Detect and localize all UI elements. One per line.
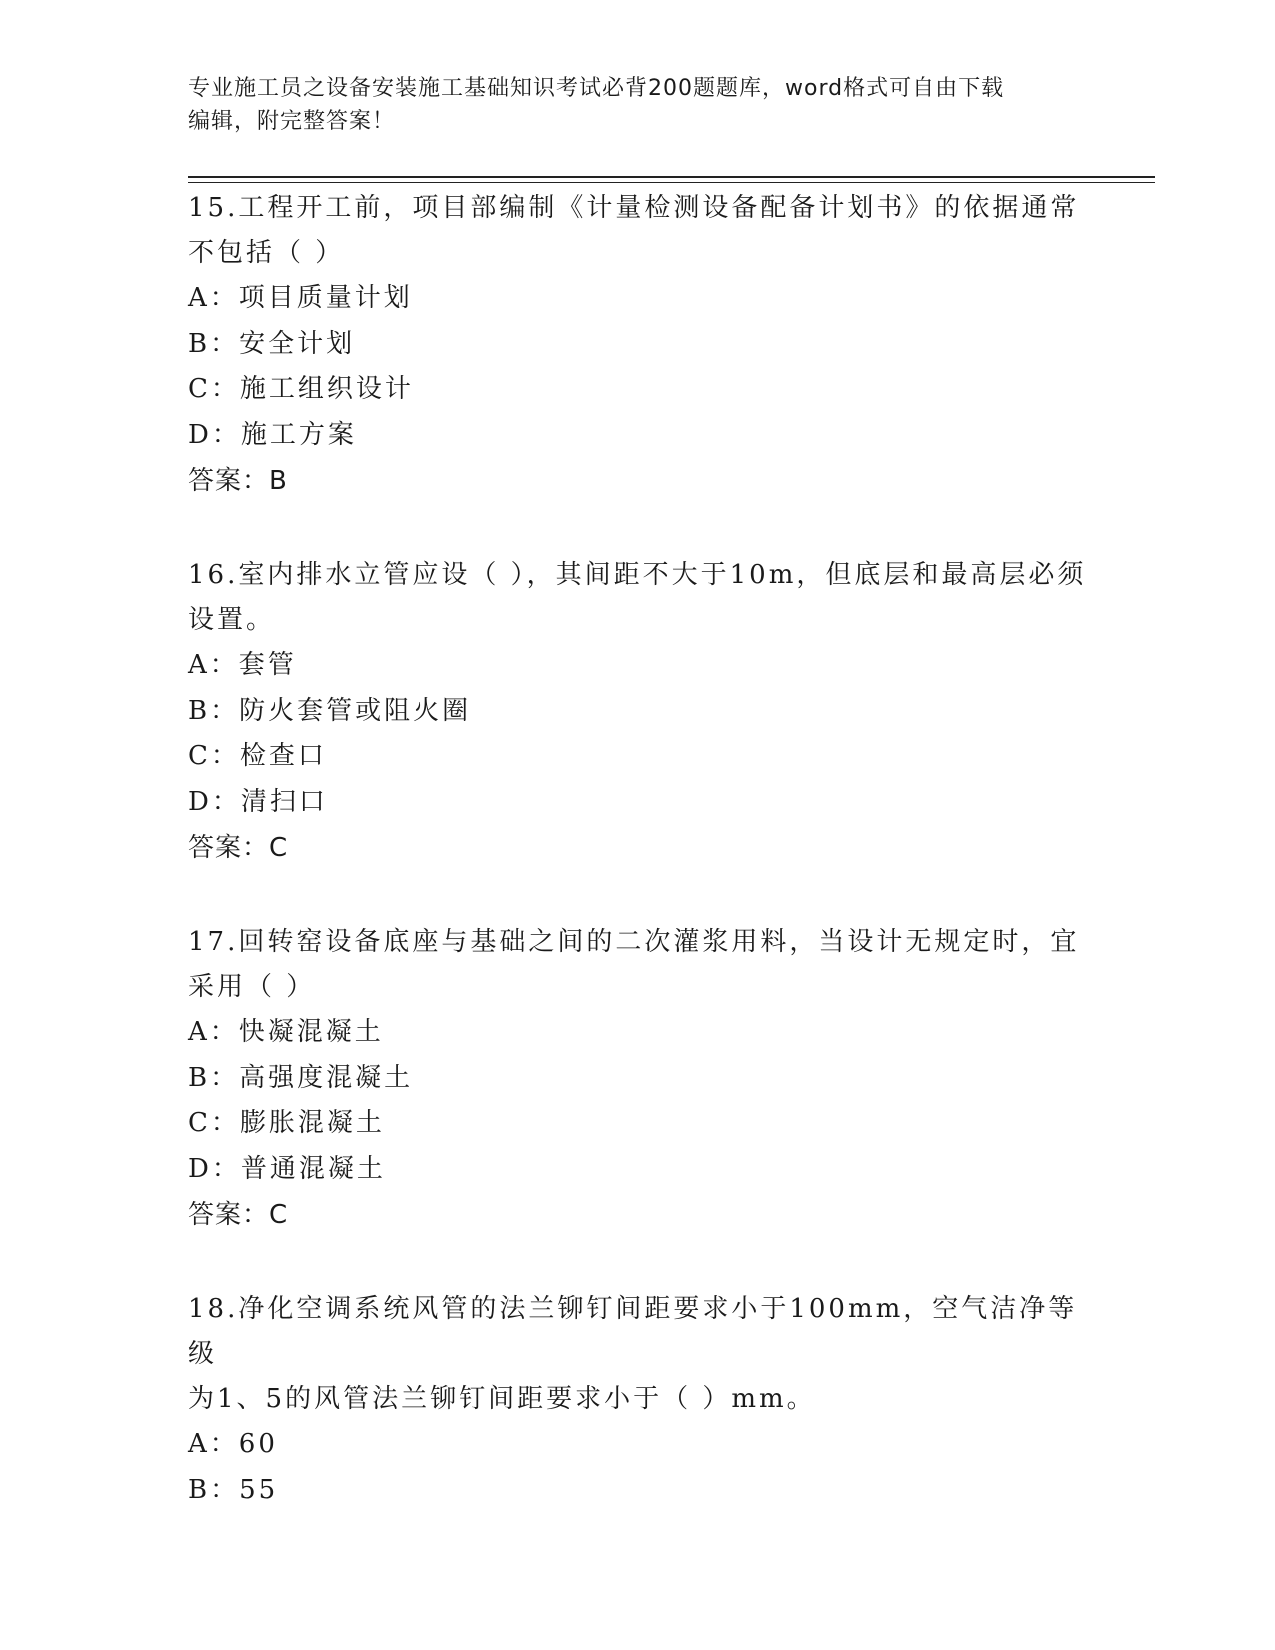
option-a: A：快凝混凝土 [188,1017,384,1047]
question-text-line-2: 采用（ ） [188,972,316,1002]
header-rule-thin [188,182,1155,183]
option-a: A：套管 [188,650,297,680]
question-text-line-1: 15.工程开工前，项目部编制《计量检测设备配备计划书》的依据通常 [188,193,1080,223]
question-16 [188,553,1088,871]
option-b: B：55 [188,1474,279,1505]
question-15 [188,186,1088,504]
question-18 [188,1287,1088,1513]
option-b: B：安全计划 [188,328,356,359]
answer-line: 答案：B [188,466,288,496]
option-b: B：高强度混凝土 [188,1062,414,1093]
option-a: A：项目质量计划 [188,283,413,313]
question-17 [188,920,1088,1238]
question-text-line-1: 18.净化空调系统风管的法兰铆钉间距要求小于100mm，空气洁净等级 [188,1294,1078,1369]
question-text-line-2: 不包括（ ） [188,238,345,268]
question-text-line-1: 16.室内排水立管应设（ ），其间距不大于10m，但底层和最高层必须 [188,560,1087,590]
question-list [188,186,1088,1562]
option-a: A：60 [188,1429,278,1459]
option-c: C：膨胀混凝土 [188,1108,385,1138]
option-b: B：防火套管或阻火圈 [188,695,472,726]
option-c: C：施工组织设计 [188,374,414,404]
option-d: D：普通混凝土 [188,1153,386,1184]
option-d: D：施工方案 [188,419,357,450]
header-title-line-2: 编辑，附完整答案！ [188,109,396,134]
question-text-line-2: 为1、5的风管法兰铆钉间距要求小于（ ）mm。 [188,1384,816,1414]
document-header [188,72,1068,138]
answer-line: 答案：C [188,833,289,863]
option-c: C：检查口 [188,741,327,771]
question-text-line-2: 设置。 [188,605,276,635]
option-d: D：清扫口 [188,786,328,817]
question-text-line-1: 17.回转窑设备底座与基础之间的二次灌浆用料，当设计无规定时，宜 [188,927,1080,957]
header-rule-thick [188,176,1155,178]
answer-line: 答案：C [188,1200,289,1230]
header-title-line-1: 专业施工员之设备安装施工基础知识考试必背200题题库，word格式可自由下载 [188,76,1005,101]
